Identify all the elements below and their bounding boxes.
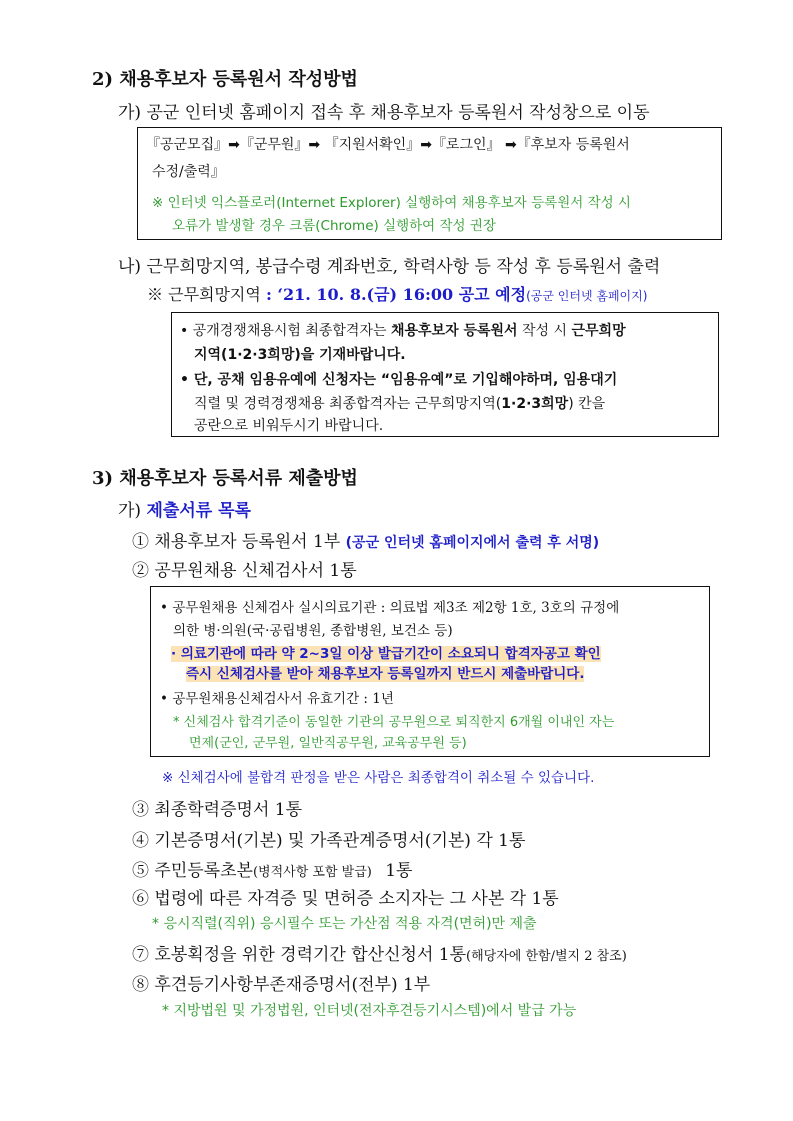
step-label: 가) [118, 103, 142, 123]
exemption-line2: 면제(군인, 군무원, 일반직공무원, 교육공무원 등) [189, 736, 467, 751]
browser-note-line2: 오류가 발생할 경우 크롬(Chrome) 실행하여 작성 권장 [172, 218, 496, 234]
box-bullet-1-line2: 지역(1·2·3희망)을 기재바랍니다. [194, 347, 406, 363]
warning-line1: · 의료기관에 따라 약 2~3일 이상 발급기간이 소요되니 합격자공고 확인 [171, 646, 601, 662]
section-2-heading [92, 65, 358, 91]
region-announcement [147, 282, 647, 305]
doc-item-2: ② 공무원채용 신체검사서 1통 [132, 561, 357, 581]
box-bullet-1-line1: • 공무원채용 신체검사 실시의료기관 : 의료법 제3조 제2항 1호, 3호의 규정에 [160, 600, 620, 616]
section-number: 3) [92, 468, 114, 489]
exemption-line1: * 신체검사 합격기준이 동일한 기관의 공무원으로 퇴직한지 6개월 이내인 자는 [173, 715, 615, 730]
doc-item-6-note: * 응시직렬(직위) 응시필수 또는 가산점 적용 자격(면허)만 제출 [152, 916, 537, 932]
section-title: 채용후보자 등록서류 제출방법 [119, 468, 358, 489]
step-ga [118, 98, 650, 123]
doc-item-3: ③ 최종학력증명서 1통 [132, 800, 303, 820]
box-bullet-2: • 공무원채용신체검사서 유효기간 : 1년 [160, 691, 394, 707]
doc-item-5: ⑤ 주민등록초본(병적사항 포함 발급) 1통 [132, 861, 413, 881]
doc-item-1: ① 채용후보자 등록원서 1부 (공군 인터넷 홈페이지에서 출력 후 서명) [132, 532, 600, 552]
step-label: 나) [118, 257, 142, 277]
section-title: 채용후보자 등록원서 작성방법 [119, 69, 358, 90]
step-ga [118, 496, 251, 521]
step-text: 제출서류 목록 [146, 501, 251, 521]
step-label: 가) [118, 501, 142, 521]
medical-exam-box [150, 586, 710, 757]
section-3-heading [92, 464, 358, 490]
box-bullet-1-line1: • 공개경쟁채용시험 최종합격자는 채용후보자 등록원서 작성 시 근무희망 [180, 323, 626, 339]
step-text: 근무희망지역, 봉급수령 계좌번호, 학력사항 등 작성 후 등록원서 출력 [146, 257, 661, 277]
region-source: (공군 인터넷 홈페이지) [526, 289, 648, 303]
box-bullet-1-line2: 의한 병·의원(국·공립병원, 종합병원, 보건소 등) [173, 623, 453, 639]
step-text: 공군 인터넷 홈페이지 접속 후 채용후보자 등록원서 작성창으로 이동 [146, 103, 650, 123]
box-bullet-2-line2: 직렬 및 경력경쟁채용 최종합격자는 근무희망지역(1·2·3희망) 칸을 [194, 396, 606, 412]
failure-notice: ※ 신체검사에 불합격 판정을 받은 사람은 최종합격이 취소될 수 있습니다. [162, 770, 595, 786]
note-mark: ※ [152, 195, 164, 211]
navigation-box [137, 127, 722, 240]
doc-item-4: ④ 기본증명서(기본) 및 가족관계증명서(기본) 각 1통 [132, 831, 526, 851]
doc-item-8: ⑧ 후견등기사항부존재증명서(전부) 1부 [132, 975, 431, 995]
region-date: : ‘21. 10. 8.(금) 16:00 공고 예정 [265, 285, 527, 304]
section-number: 2) [92, 69, 114, 90]
warning-line2: 즉시 신체검사를 받아 채용후보자 등록일까지 반드시 제출바랍니다. [186, 666, 585, 682]
browser-note-line1: ※ 인터넷 익스플로러(Internet Explorer) 실행하여 채용후보자 등록원서 작성 시 [152, 195, 631, 211]
nav-path-line1: 『공군모집』➡『군무원』➡ 『지원서확인』➡『로그인』 ➡『후보자 등록원서 [146, 137, 630, 153]
region-instructions-box [171, 312, 719, 437]
box-bullet-2-line3: 공란으로 비워두시기 바랍니다. [194, 418, 384, 434]
region-label: 근무희망지역 [168, 285, 261, 304]
doc-item-8-note: * 지방법원 및 가정법원, 인터넷(전자후견등기시스템)에서 발급 가능 [162, 1003, 577, 1019]
doc-item-7: ⑦ 호봉획정을 위한 경력기간 합산신청서 1통(해당자에 한함/별지 2 참조) [132, 945, 627, 965]
step-na [118, 252, 660, 277]
box-bullet-2-line1: • 단, 공채 임용유예에 신청자는 “임용유예”로 기입해야하며, 임용대기 [180, 372, 618, 388]
doc-item-6: ⑥ 법령에 따른 자격증 및 면허증 소지자는 그 사본 각 1통 [132, 889, 559, 909]
note-mark: ※ [147, 285, 164, 304]
nav-path-line2: 수정/출력』 [152, 164, 225, 180]
